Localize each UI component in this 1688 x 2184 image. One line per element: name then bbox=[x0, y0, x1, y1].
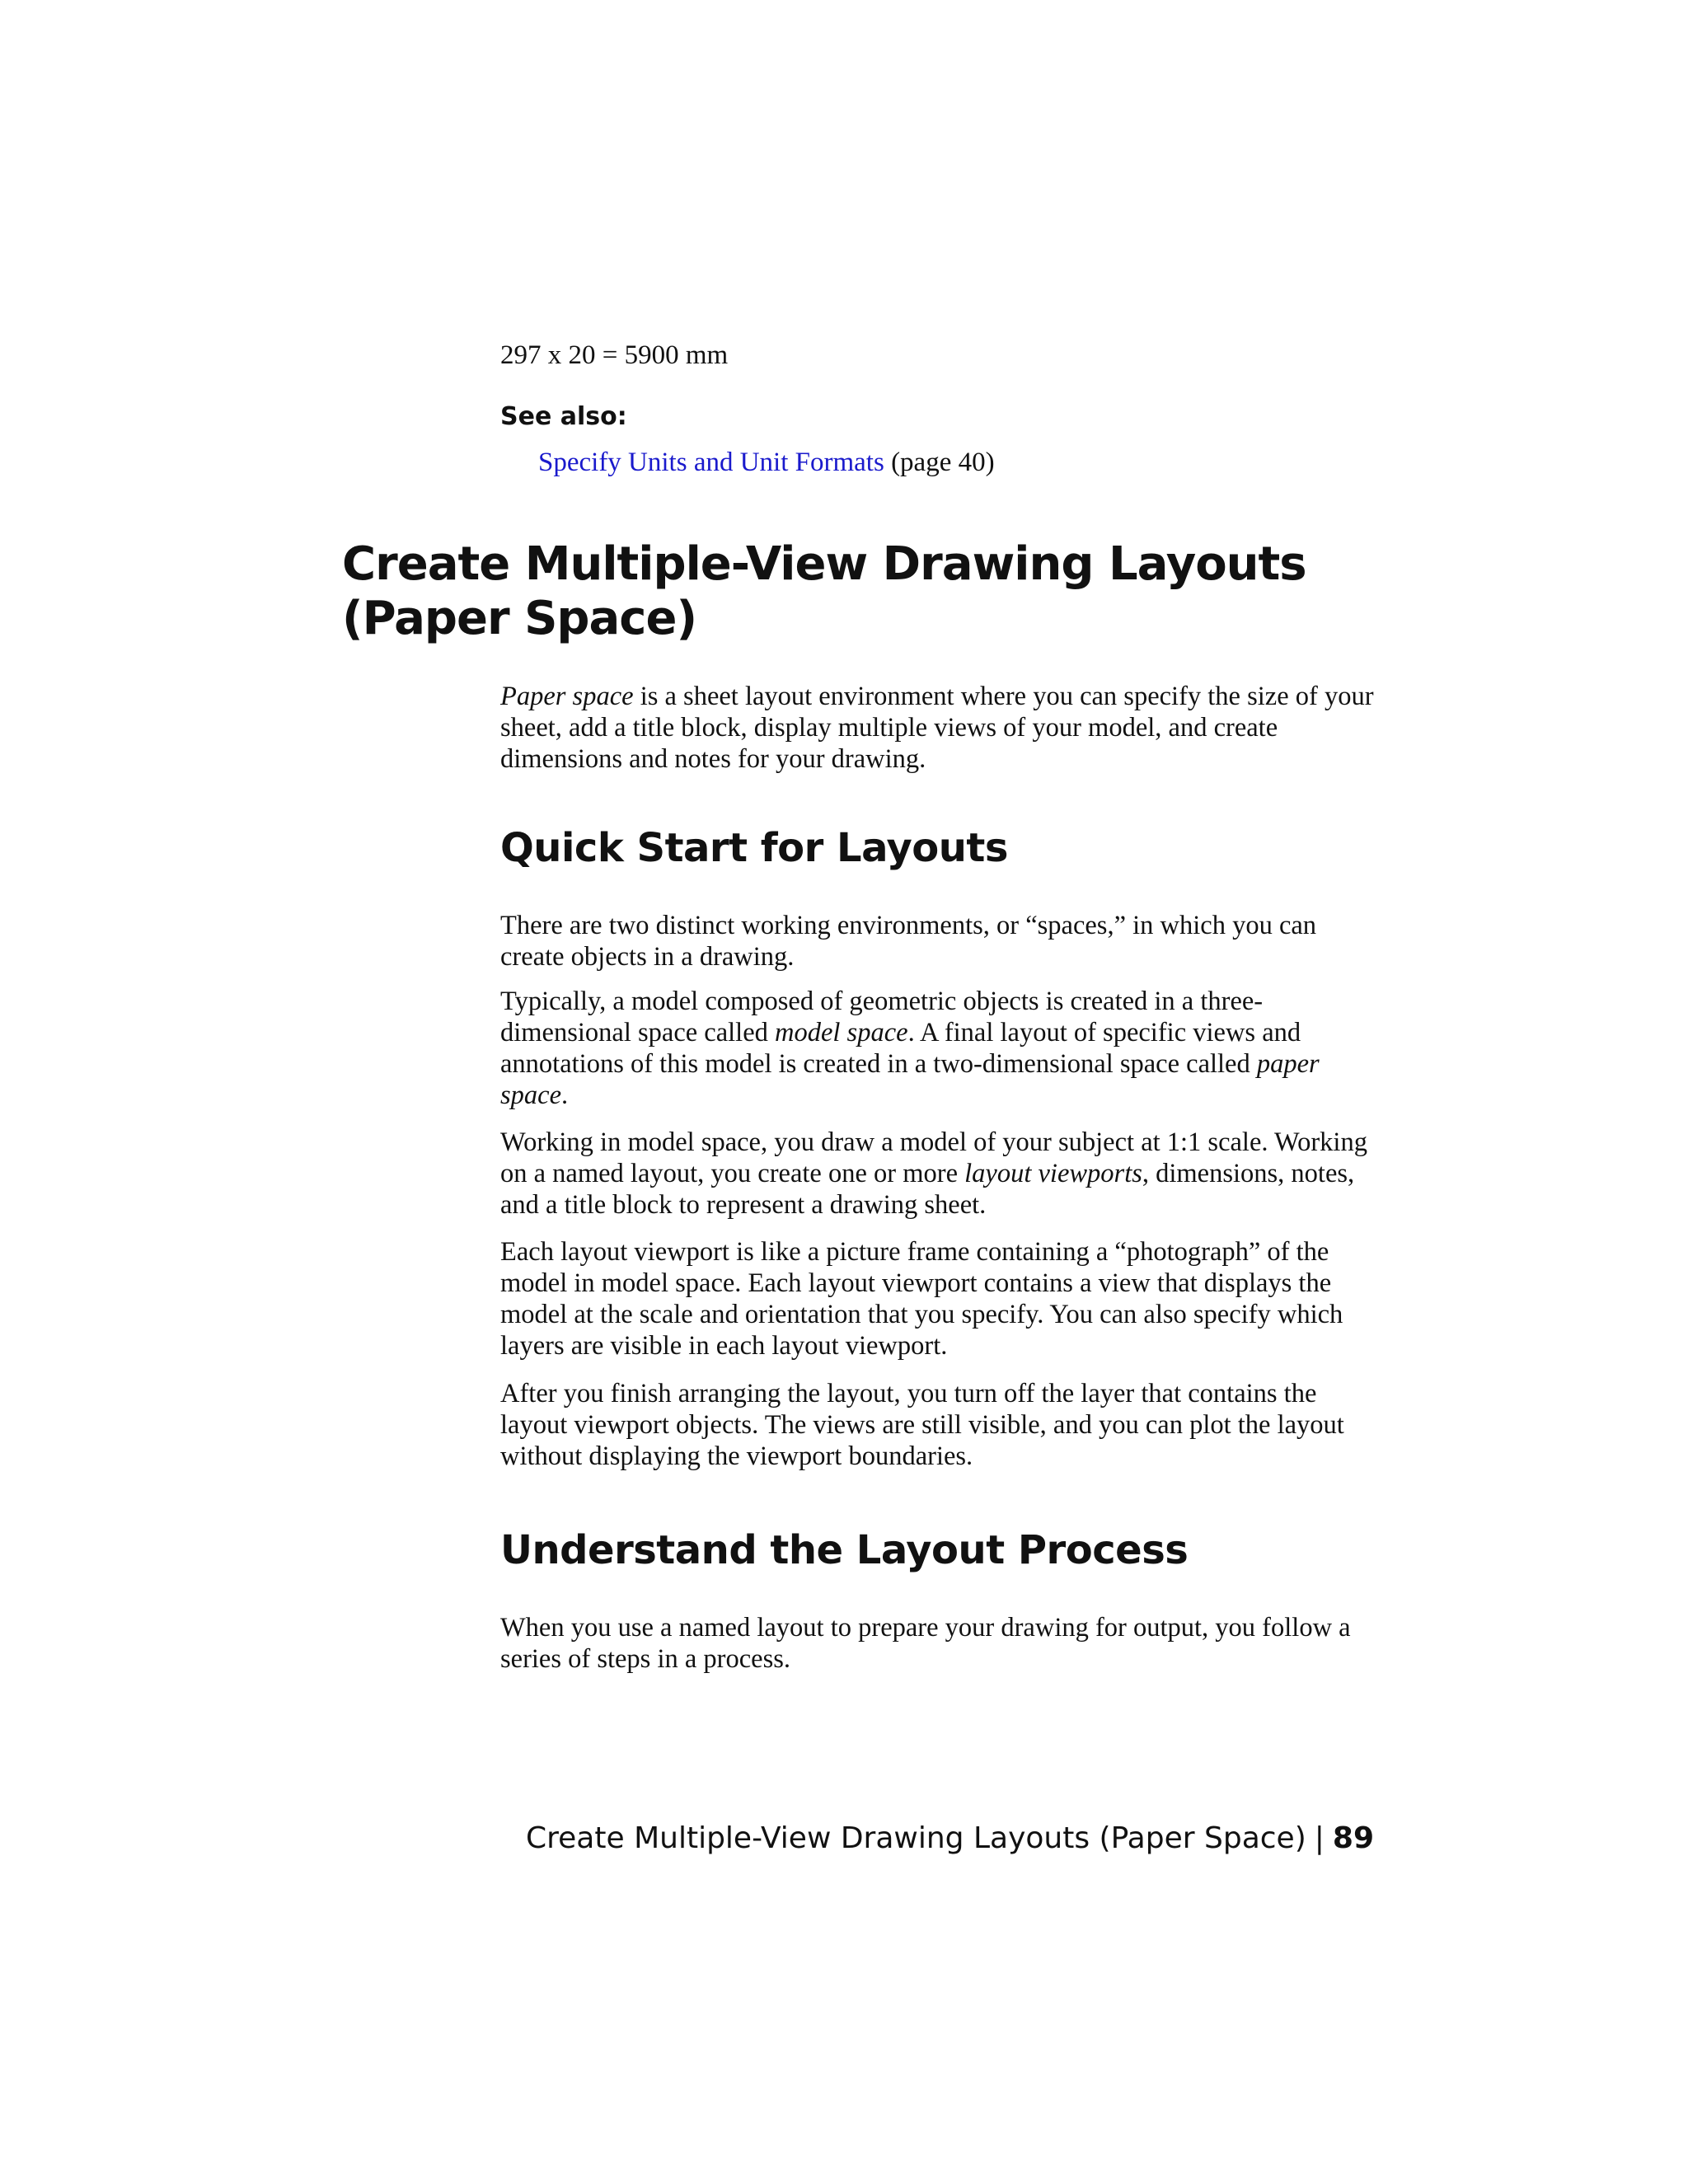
layout-process-paragraph-1: When you use a named layout to prepare your drawing for output, you follow a series of steps in a process. bbox=[500, 1613, 1351, 1674]
see-also-link[interactable]: Specify Units and Unit Formats bbox=[538, 448, 884, 477]
footer-separator: | bbox=[1314, 1821, 1325, 1855]
quick-start-p2-text-c: . bbox=[561, 1080, 569, 1110]
quick-start-p3-text-a: Working in model space, you draw a model of your subject at 1:1 scale. Working on a named layout, you create one or more bbox=[500, 1127, 1367, 1188]
model-space-term: model space bbox=[775, 1018, 908, 1047]
quick-start-heading: Quick Start for Layouts bbox=[500, 825, 1008, 871]
see-also-entry bbox=[538, 445, 995, 480]
section-title: Create Multiple-View Drawing Layouts (Paper Space) bbox=[342, 537, 1306, 645]
calculation-line: 297 x 20 = 5900 mm bbox=[500, 340, 729, 370]
layout-process-heading: Understand the Layout Process bbox=[500, 1527, 1189, 1573]
footer-running-title: Create Multiple-View Drawing Layouts (Paper Space) bbox=[526, 1821, 1306, 1855]
quick-start-p2-text-a: Typically, a model composed of geometric objects is created in a three-dimensional space called bbox=[500, 987, 1264, 1047]
see-also-page-ref: (page 40) bbox=[891, 448, 995, 477]
intro-text: is a sheet layout environment where you can specify the size of your sheet, add a title block, display multiple views of your model, and create dimensions and notes for your drawing. bbox=[500, 682, 1374, 774]
quick-start-paragraph-2 bbox=[500, 986, 1374, 1111]
page-number: 89 bbox=[1332, 1821, 1374, 1855]
quick-start-paragraph-5: After you finish arranging the layout, you turn off the layer that contains the layout viewport objects. The views are still visible, and you can plot the layout without displaying the viewport boundaries. bbox=[500, 1379, 1344, 1471]
quick-start-paragraph-3 bbox=[500, 1127, 1374, 1221]
layout-viewports-term: layout viewports bbox=[964, 1159, 1142, 1188]
quick-start-p3-text-b: , dimensions, notes, and a title block to represent a drawing sheet. bbox=[500, 1159, 1355, 1220]
see-also-label: See also: bbox=[500, 402, 627, 431]
quick-start-p2-text-b: . A final layout of specific views and annotations of this model is created in a two-dimensional space called bbox=[500, 1018, 1301, 1079]
paper-space-term: paper space bbox=[500, 1049, 1320, 1110]
intro-term: Paper space bbox=[500, 682, 634, 711]
intro-paragraph bbox=[500, 681, 1374, 775]
quick-start-paragraph-1: There are two distinct working environments, or “spaces,” in which you can create objects in a drawing. bbox=[500, 911, 1317, 972]
page-footer bbox=[526, 1820, 1374, 1858]
quick-start-paragraph-4: Each layout viewport is like a picture frame containing a “photograph” of the model in model space. Each layout viewport contains a view that displays the model at the scale and orientation that you specify. You can also specify which layers are visible in each layout viewport. bbox=[500, 1237, 1343, 1361]
